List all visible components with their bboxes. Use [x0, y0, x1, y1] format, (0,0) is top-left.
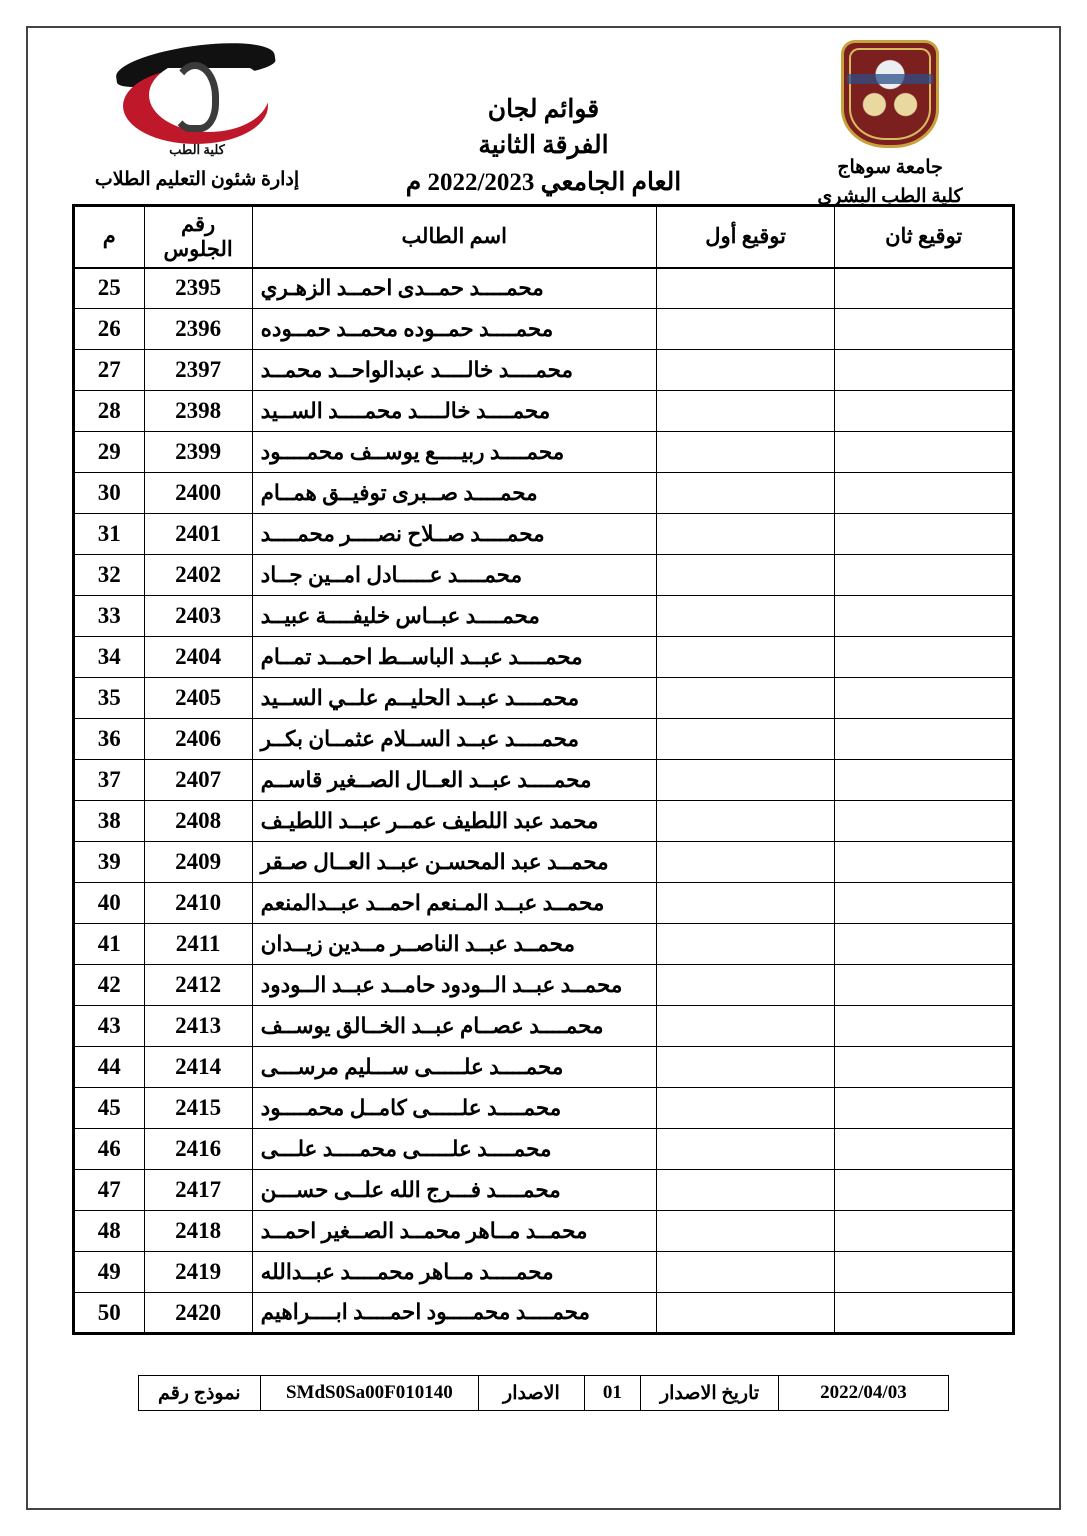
cell-serial: 50	[74, 1293, 145, 1334]
cell-serial: 25	[74, 268, 145, 309]
table-row	[74, 678, 1014, 719]
column-header-seat-number: رقم الجلوس	[144, 206, 252, 268]
cell-student-name: محمــــد علـــــى محمــــد علـــى	[252, 1129, 656, 1170]
cell-seat-number: 2402	[144, 555, 252, 596]
cell-signature-1[interactable]	[656, 637, 835, 678]
cell-seat-number: 2413	[144, 1006, 252, 1047]
cell-serial: 40	[74, 883, 145, 924]
cell-signature-1[interactable]	[656, 1006, 835, 1047]
cell-seat-number: 2416	[144, 1129, 252, 1170]
cell-signature-2[interactable]	[835, 1170, 1014, 1211]
cell-serial: 43	[74, 1006, 145, 1047]
cell-student-name: محمــــد عبــد الباســط احمــد تمــام	[252, 637, 656, 678]
cell-signature-1[interactable]	[656, 350, 835, 391]
table-row	[74, 719, 1014, 760]
cell-serial: 46	[74, 1129, 145, 1170]
cell-seat-number: 2407	[144, 760, 252, 801]
cell-signature-1[interactable]	[656, 1211, 835, 1252]
cell-student-name: محمــد عبد المحسـن عبــد العــال صـقر	[252, 842, 656, 883]
cell-serial: 49	[74, 1252, 145, 1293]
cell-signature-2[interactable]	[835, 924, 1014, 965]
table-row	[74, 801, 1014, 842]
table-header-row	[74, 206, 1014, 268]
cell-serial: 30	[74, 473, 145, 514]
cell-serial: 41	[74, 924, 145, 965]
cell-student-name: محمــد عبــد المـنعم احمــد عبــدالمنعم	[252, 883, 656, 924]
cell-signature-1[interactable]	[656, 678, 835, 719]
cell-serial: 39	[74, 842, 145, 883]
table-row	[74, 1211, 1014, 1252]
table-row	[74, 1047, 1014, 1088]
cell-signature-2[interactable]	[835, 719, 1014, 760]
cell-signature-1[interactable]	[656, 596, 835, 637]
cell-serial: 37	[74, 760, 145, 801]
table-row	[74, 309, 1014, 350]
university-identity-block	[765, 40, 1015, 211]
cell-signature-2[interactable]	[835, 1293, 1014, 1334]
cell-signature-1[interactable]	[656, 391, 835, 432]
cell-student-name: محمــــد حمــوده محمــد حمــوده	[252, 309, 656, 350]
table-row	[74, 760, 1014, 801]
cell-signature-1[interactable]	[656, 842, 835, 883]
cell-student-name: محمــــد ربيــــع يوســف محمــــود	[252, 432, 656, 473]
cell-signature-2[interactable]	[835, 883, 1014, 924]
cell-serial: 32	[74, 555, 145, 596]
table-row	[74, 1129, 1014, 1170]
cell-signature-2[interactable]	[835, 473, 1014, 514]
footer-issue-value: 01	[584, 1376, 641, 1411]
cell-serial: 42	[74, 965, 145, 1006]
cell-signature-1[interactable]	[656, 924, 835, 965]
cell-signature-2[interactable]	[835, 391, 1014, 432]
cell-seat-number: 2420	[144, 1293, 252, 1334]
cell-seat-number: 2408	[144, 801, 252, 842]
cell-signature-1[interactable]	[656, 1252, 835, 1293]
cell-signature-1[interactable]	[656, 473, 835, 514]
column-header-serial: م	[74, 206, 145, 268]
cell-signature-2[interactable]	[835, 350, 1014, 391]
table-row	[74, 555, 1014, 596]
cell-serial: 33	[74, 596, 145, 637]
cell-serial: 35	[74, 678, 145, 719]
title-line-2: الفرقة الثانية	[478, 132, 609, 160]
cell-signature-2[interactable]	[835, 678, 1014, 719]
cell-serial: 26	[74, 309, 145, 350]
column-header-student-name: اسم الطالب	[252, 206, 656, 268]
cell-student-name: محمــــد خالــــد محمــــد الســيد	[252, 391, 656, 432]
table-row	[74, 1170, 1014, 1211]
cell-seat-number: 2396	[144, 309, 252, 350]
cell-student-name: محمــد عبــد الناصــر مــدين زيــدان	[252, 924, 656, 965]
cell-seat-number: 2409	[144, 842, 252, 883]
cell-seat-number: 2411	[144, 924, 252, 965]
cell-seat-number: 2404	[144, 637, 252, 678]
cell-serial: 27	[74, 350, 145, 391]
cell-signature-2[interactable]	[835, 1252, 1014, 1293]
cell-student-name: محمــــد مــاهر محمــــد عبــدالله	[252, 1252, 656, 1293]
footer-form-code: SMdS0Sa00F010140	[260, 1376, 479, 1411]
cell-signature-1[interactable]	[656, 555, 835, 596]
cell-signature-2[interactable]	[835, 555, 1014, 596]
cell-signature-2[interactable]	[835, 1006, 1014, 1047]
document-title-block	[322, 40, 765, 201]
table-row	[74, 514, 1014, 555]
cell-serial: 28	[74, 391, 145, 432]
title-line-1: قوائم لجان	[487, 96, 600, 123]
cell-serial: 36	[74, 719, 145, 760]
cell-student-name: محمــــد عبــاس خليفــــة عبيــد	[252, 596, 656, 637]
cell-signature-1[interactable]	[656, 883, 835, 924]
footer-issue-date-label: تاريخ الاصدار	[641, 1376, 779, 1411]
cell-signature-2[interactable]	[835, 1047, 1014, 1088]
table-row	[74, 1006, 1014, 1047]
faculty-logo-block	[72, 40, 322, 191]
cell-seat-number: 2395	[144, 268, 252, 309]
cell-signature-1[interactable]	[656, 1170, 835, 1211]
cell-student-name: محمــــد حمــدى احمــد الزهـري	[252, 268, 656, 309]
table-row	[74, 842, 1014, 883]
cell-student-name: محمــــد فـــرج الله علــى حســـن	[252, 1170, 656, 1211]
cell-serial: 34	[74, 637, 145, 678]
cell-serial: 47	[74, 1170, 145, 1211]
cell-seat-number: 2400	[144, 473, 252, 514]
cell-signature-1[interactable]	[656, 309, 835, 350]
footer-issue-date-value: 2022/04/03	[778, 1376, 948, 1411]
cell-student-name: محمــــد عبــد الســلام عثمــان بكــر	[252, 719, 656, 760]
cell-signature-1[interactable]	[656, 965, 835, 1006]
cell-seat-number: 2403	[144, 596, 252, 637]
administration-text: إدارة شئون التعليم الطلاب	[94, 169, 300, 190]
cell-signature-1[interactable]	[656, 268, 835, 309]
cell-serial: 29	[74, 432, 145, 473]
students-table	[72, 204, 1015, 1335]
cell-signature-1[interactable]	[656, 432, 835, 473]
cell-serial: 48	[74, 1211, 145, 1252]
faculty-name: كلية الطب البشرى	[817, 185, 963, 207]
cell-seat-number: 2398	[144, 391, 252, 432]
cell-signature-2[interactable]	[835, 1129, 1014, 1170]
cell-seat-number: 2418	[144, 1211, 252, 1252]
university-shield-emblem-icon	[841, 40, 939, 148]
footer-issue-label: الاصدار	[479, 1376, 584, 1411]
document-header	[72, 40, 1015, 207]
cell-student-name: محمــد مــاهر محمــد الصــغير احمــد	[252, 1211, 656, 1252]
table-row	[74, 1252, 1014, 1293]
cell-seat-number: 2401	[144, 514, 252, 555]
cell-signature-2[interactable]	[835, 801, 1014, 842]
document-footer	[72, 1375, 1015, 1411]
cell-signature-1[interactable]	[656, 719, 835, 760]
cell-signature-2[interactable]	[835, 596, 1014, 637]
table-row	[74, 391, 1014, 432]
cell-seat-number: 2397	[144, 350, 252, 391]
cell-student-name: محمــــد علـــــى كامــل محمــــود	[252, 1088, 656, 1129]
faculty-crescent-snake-logo-icon	[107, 40, 287, 158]
cell-student-name: محمــــد عبــد الحليــم علــي الســيد	[252, 678, 656, 719]
cell-student-name: محمــــد عبــد العــال الصــغير قاســم	[252, 760, 656, 801]
logo-caption: كلية الطب	[169, 142, 225, 157]
cell-student-name: محمــــد عصــام عبــد الخــالق يوســف	[252, 1006, 656, 1047]
cell-signature-1[interactable]	[656, 1047, 835, 1088]
table-row	[74, 350, 1014, 391]
cell-serial: 44	[74, 1047, 145, 1088]
cell-student-name: محمــد عبــد الــودود حامــد عبــد الــودود	[252, 965, 656, 1006]
cell-student-name: محمــــد صــبرى توفيــق همــام	[252, 473, 656, 514]
university-name: جامعة سوهاج	[837, 157, 943, 178]
cell-seat-number: 2406	[144, 719, 252, 760]
cell-signature-2[interactable]	[835, 1211, 1014, 1252]
column-header-signature-2: توقيع ثان	[835, 206, 1014, 268]
cell-seat-number: 2414	[144, 1047, 252, 1088]
cell-seat-number: 2419	[144, 1252, 252, 1293]
cell-seat-number: 2417	[144, 1170, 252, 1211]
cell-signature-2[interactable]	[835, 1088, 1014, 1129]
footer-table	[138, 1375, 949, 1411]
cell-signature-1[interactable]	[656, 801, 835, 842]
table-row	[74, 1088, 1014, 1129]
cell-signature-1[interactable]	[656, 1088, 835, 1129]
cell-signature-2[interactable]	[835, 637, 1014, 678]
page-content	[26, 26, 1061, 1510]
cell-signature-2[interactable]	[835, 514, 1014, 555]
cell-serial: 45	[74, 1088, 145, 1129]
cell-student-name: محمــــد عـــــادل امــين جــاد	[252, 555, 656, 596]
title-line-3: العام الجامعي 2022/2023 م	[405, 168, 682, 196]
cell-signature-1[interactable]	[656, 760, 835, 801]
table-row	[74, 596, 1014, 637]
cell-student-name: محمــــد محمــــود احمــــد ابــــراهيم	[252, 1293, 656, 1334]
cell-signature-2[interactable]	[835, 432, 1014, 473]
cell-signature-2[interactable]	[835, 268, 1014, 309]
cell-signature-2[interactable]	[835, 760, 1014, 801]
cell-seat-number: 2399	[144, 432, 252, 473]
students-table-body	[74, 268, 1014, 1334]
table-row	[74, 473, 1014, 514]
cell-serial: 38	[74, 801, 145, 842]
cell-student-name: محمــــد صــلاح نصــــر محمــــد	[252, 514, 656, 555]
cell-signature-2[interactable]	[835, 309, 1014, 350]
table-row	[74, 883, 1014, 924]
cell-signature-1[interactable]	[656, 514, 835, 555]
table-row	[74, 924, 1014, 965]
cell-seat-number: 2415	[144, 1088, 252, 1129]
cell-serial: 31	[74, 514, 145, 555]
cell-signature-2[interactable]	[835, 965, 1014, 1006]
table-row	[74, 965, 1014, 1006]
cell-signature-1[interactable]	[656, 1129, 835, 1170]
cell-signature-2[interactable]	[835, 842, 1014, 883]
table-row	[74, 637, 1014, 678]
cell-seat-number: 2405	[144, 678, 252, 719]
table-row	[74, 268, 1014, 309]
cell-student-name: محمد عبد اللطيف عمــر عبــد اللطيـف	[252, 801, 656, 842]
cell-seat-number: 2412	[144, 965, 252, 1006]
footer-form-label: نموذج رقم	[139, 1376, 261, 1411]
cell-signature-1[interactable]	[656, 1293, 835, 1334]
cell-student-name: محمــــد خالــــد عبدالواحــد محمــد	[252, 350, 656, 391]
column-header-signature-1: توقيع أول	[656, 206, 835, 268]
table-row	[74, 1293, 1014, 1334]
cell-seat-number: 2410	[144, 883, 252, 924]
table-row	[74, 432, 1014, 473]
cell-student-name: محمــــد علـــــى ســـليم مرســـى	[252, 1047, 656, 1088]
